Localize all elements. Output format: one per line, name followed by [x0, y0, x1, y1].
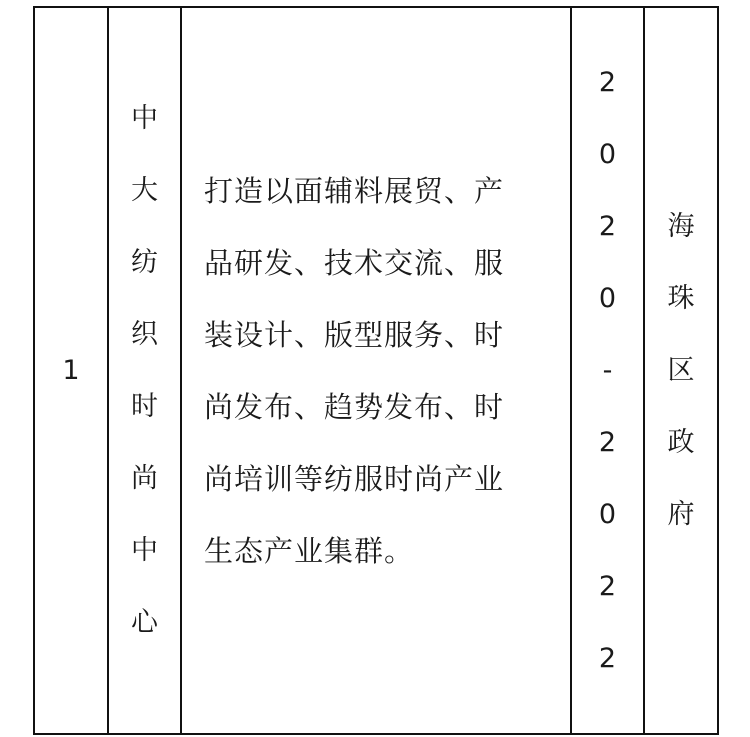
row-index-cell: [34, 7, 108, 734]
table-row: [34, 7, 718, 734]
period-char: -: [602, 354, 613, 386]
owner-cell: [644, 7, 718, 734]
owner-char: 区: [667, 354, 695, 386]
period-char: 0: [598, 138, 617, 170]
owner-char: 海: [667, 210, 695, 242]
description-cell: [181, 7, 571, 734]
project-name-char: 时: [131, 390, 158, 422]
project-name-char: 中: [131, 102, 158, 134]
period-char: 2: [598, 210, 617, 242]
project-name-char: 中: [131, 534, 158, 566]
period-char: 2: [598, 66, 617, 98]
project-owner: [645, 191, 717, 551]
project-description: 打造以面辅料展贸、产品研发、技术交流、服装设计、版型服务、时尚发布、趋势发布、时尚培训等纺服时尚产业生态产业集群。: [204, 173, 505, 568]
project-name-cell: [108, 7, 181, 734]
period-char: 2: [598, 570, 617, 602]
project-name-char: 心: [131, 606, 158, 638]
project-period: [572, 47, 643, 695]
project-name-char: 尚: [131, 462, 158, 494]
project-name: [109, 83, 180, 659]
project-table: [33, 6, 719, 735]
period-char: 2: [598, 426, 617, 458]
owner-char: 府: [667, 498, 695, 530]
period-char: 0: [598, 282, 617, 314]
period-char: 2: [598, 642, 617, 674]
period-cell: [571, 7, 644, 734]
project-name-char: 织: [131, 318, 158, 350]
owner-char: 珠: [667, 282, 695, 314]
project-name-char: 大: [131, 174, 158, 206]
row-index: 1: [62, 355, 80, 386]
period-char: 0: [598, 498, 617, 530]
project-name-char: 纺: [131, 246, 158, 278]
owner-char: 政: [667, 426, 695, 458]
